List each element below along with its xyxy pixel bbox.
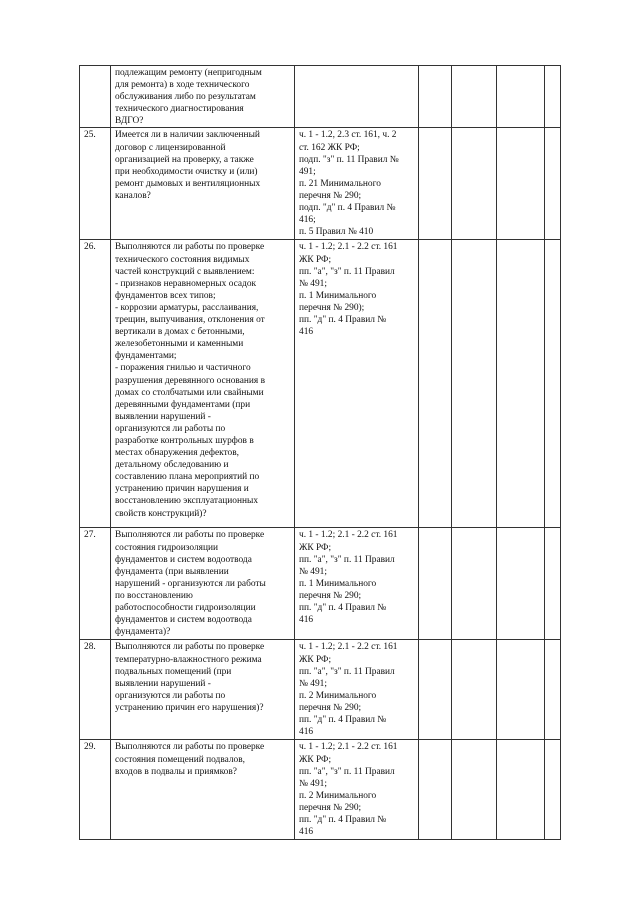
legal-references	[295, 66, 419, 128]
legal-references: ч. 1 - 1.2; 2.1 - 2.2 ст. 161 ЖК РФ; пп. "а", "з" п. 11 Правил № 491; п. 2 Минимального перечня № 290; пп. "д" п. 4 Правил № 416	[295, 740, 419, 840]
table-row	[80, 740, 561, 840]
answer-cell	[497, 640, 545, 740]
requirement-question: Выполняются ли работы по проверке технического состояния видимых частей конструкций с выявлением: - признаков неравномерных осадок фундаментов всех типов; - коррозии арматуры, расслаивания, трещин, выпучивания, отклонения от вертикали в домах с бетонными, железобетонными и каменными фундаментами; - поражения гнилью и частичного разрушения деревянного основания в домах со столбчатыми или свайными деревянными фундаментами (при выявлении нарушений - организуются ли работы по разработке контрольных шурфов в местах обнаружения дефектов, детальному обследованию и составлению плана мероприятий по устранению причин нарушения и восстановлению эксплуатационных свойств конструкций)?	[111, 240, 295, 528]
legal-references: ч. 1 - 1.2; 2.1 - 2.2 ст. 161 ЖК РФ; пп. "а", "з" п. 11 Правил № 491; п. 2 Минимального перечня № 290; пп. "д" п. 4 Правил № 416	[295, 640, 419, 740]
answer-cell	[497, 528, 545, 640]
row-number: 25.	[80, 128, 111, 240]
answer-cell	[545, 66, 561, 128]
requirement-question: Выполняются ли работы по проверке состояния гидроизоляции фундаментов и систем водоотвода фундамента (при выявлении нарушений - организуются ли работы по восстановлению работоспособности гидроизоляции фундаментов и систем водоотвода фундамента)?	[111, 528, 295, 640]
answer-cell	[545, 528, 561, 640]
answer-cell	[497, 240, 545, 528]
requirement-question: Выполняются ли работы по проверке температурно-влажностного режима подвальных помещений (при выявлении нарушений - организуются ли работы по устранению причин его нарушения)?	[111, 640, 295, 740]
requirement-question: подлежащим ремонту (непригодным для ремонта) в ходе технического обслуживания либо по результатам технического диагностирования ВДГО?	[111, 66, 295, 128]
table-row	[80, 66, 561, 128]
row-number: 27.	[80, 528, 111, 640]
answer-cell	[419, 740, 452, 840]
answer-cell	[419, 240, 452, 528]
answer-cell	[497, 128, 545, 240]
answer-cell	[419, 528, 452, 640]
table-row	[80, 528, 561, 640]
answer-cell	[545, 240, 561, 528]
answer-cell	[545, 128, 561, 240]
answer-cell	[452, 528, 497, 640]
row-number: 29.	[80, 740, 111, 840]
requirement-question: Имеется ли в наличии заключенный договор с лицензированной организацией на проверку, а также при необходимости очистку и (или) ремонт дымовых и вентиляционных каналов?	[111, 128, 295, 240]
answer-cell	[497, 66, 545, 128]
table-row	[80, 128, 561, 240]
answer-cell	[419, 66, 452, 128]
checklist-table	[79, 65, 561, 840]
row-number: 28.	[80, 640, 111, 740]
legal-references: ч. 1 - 1.2; 2.1 - 2.2 ст. 161 ЖК РФ; пп. "а", "з" п. 11 Правил № 491; п. 1 Минимального перечня № 290); пп. "д" п. 4 Правил № 416	[295, 240, 419, 528]
answer-cell	[452, 240, 497, 528]
answer-cell	[452, 128, 497, 240]
answer-cell	[497, 740, 545, 840]
table-row	[80, 640, 561, 740]
row-number: 26.	[80, 240, 111, 528]
answer-cell	[452, 640, 497, 740]
answer-cell	[419, 128, 452, 240]
answer-cell	[545, 640, 561, 740]
answer-cell	[419, 640, 452, 740]
answer-cell	[545, 740, 561, 840]
answer-cell	[452, 66, 497, 128]
table-row	[80, 240, 561, 528]
legal-references: ч. 1 - 1.2; 2.1 - 2.2 ст. 161 ЖК РФ; пп. "а", "з" п. 11 Правил № 491; п. 1 Минимального перечня № 290; пп. "д" п. 4 Правил № 416	[295, 528, 419, 640]
answer-cell	[452, 740, 497, 840]
requirement-question: Выполняются ли работы по проверке состояния помещений подвалов, входов в подвалы и приямков?	[111, 740, 295, 840]
row-number	[80, 66, 111, 128]
legal-references: ч. 1 - 1.2, 2.3 ст. 161, ч. 2 ст. 162 ЖК РФ; подп. "з" п. 11 Правил № 491; п. 21 Минимального перечня № 290; подп. "д" п. 4 Правил № 416; п. 5 Правил № 410	[295, 128, 419, 240]
